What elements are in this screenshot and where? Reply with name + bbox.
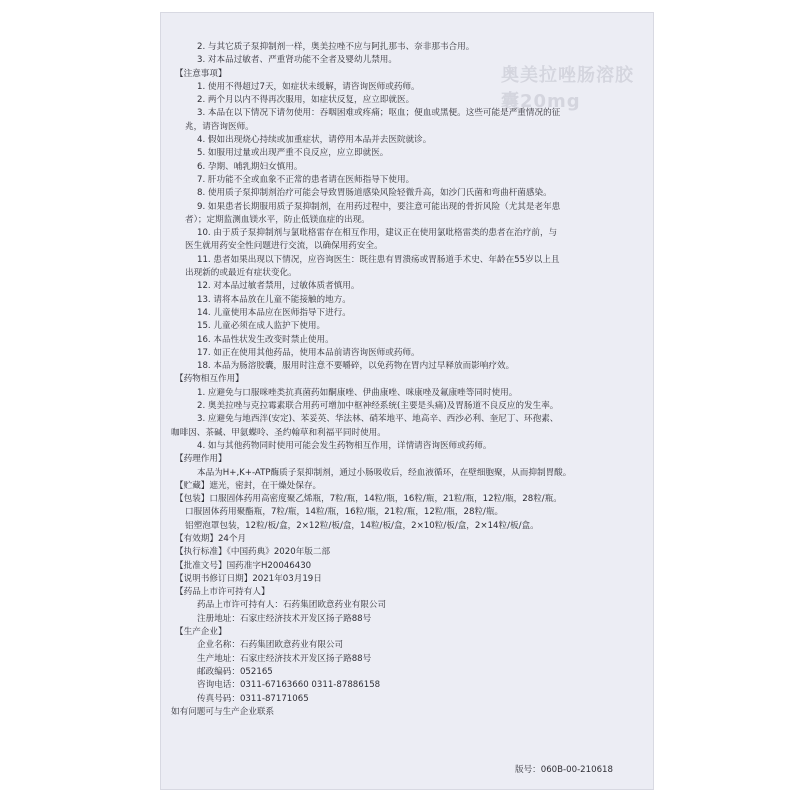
section-heading: 【批准文号】国药准字H20046430 — [175, 560, 312, 571]
text-line: 14. 儿童使用本品应在医师指导下进行。 — [197, 307, 351, 318]
text-line: 11. 患者如果出现以下情况，应咨询医生：既往患有胃溃疡或胃肠道手术史、年龄在55岁以上且 — [197, 254, 560, 265]
text-line: 口服固体药用聚酯瓶，7粒/瓶，14粒/瓶，16粒/瓶，21粒/瓶，12粒/瓶，28粒/瓶。 — [185, 507, 504, 518]
text-line: 咖啡因、茶碱、甲氨蝶呤、圣约翰草和利福平同时使用。 — [171, 427, 386, 438]
text-line: 如有问题可与生产企业联系 — [171, 706, 275, 717]
text-line: 2. 奥美拉唑与克拉霉素联合用药可增加中枢神经系统(主要是头痛)及胃肠道不良反应的发生率。 — [197, 401, 559, 412]
text-line: 咨询电话：0311-67163660 0311-87886158 — [197, 680, 381, 691]
text-line: 8. 使用质子泵抑制剂治疗可能会导致胃肠道感染风险轻微升高，如沙门氏菌和弯曲杆菌感染。 — [197, 188, 552, 199]
section-heading: 【执行标准】《中国药典》2020年版二部 — [175, 547, 331, 558]
text-line: 15. 儿童必须在成人监护下使用。 — [197, 321, 326, 332]
text-line: 3. 对本品过敏者、严重肾功能不全者及婴幼儿禁用。 — [197, 55, 397, 66]
text-line: 6. 孕期、哺乳期妇女慎用。 — [197, 161, 303, 172]
text-line: 生产地址：石家庄经济技术开发区扬子路88号 — [197, 653, 372, 664]
section-heading: 【有效期】24个月 — [175, 533, 247, 544]
text-line: 3. 应避免与地西泮(安定)、苯妥英、华法林、硝苯地平、地高辛、西沙必利、奎尼丁、环孢素、 — [197, 414, 559, 425]
text-line: 12. 对本品过敏者禁用，过敏体质者慎用。 — [197, 281, 360, 292]
text-line: 5. 如服用过量或出现严重不良反应，应立即就医。 — [197, 148, 389, 159]
text-line: 13. 请将本品放在儿童不能接触的地方。 — [197, 294, 351, 305]
text-line: 药品上市许可持有人：石药集团欧意药业有限公司 — [197, 600, 387, 611]
text-line: 2. 与其它质子泵抑制剂一样，奥美拉唑不应与阿扎那韦、奈非那韦合用。 — [197, 42, 475, 52]
text-line: 10. 由于质子泵抑制剂与氯吡格雷存在相互作用，建议正在使用氯吡格雷类的患者在治疗前，与 — [197, 228, 558, 239]
section-heading: 【说明书修订日期】2021年03月19日 — [175, 573, 322, 584]
bleed-through-title: 奥美拉唑肠溶胶囊20mg — [501, 65, 634, 112]
text-line: 企业名称：石药集团欧意药业有限公司 — [197, 640, 344, 651]
section-heading: 【生产企业】 — [175, 627, 227, 638]
section-heading: 【药理作用】 — [175, 454, 227, 465]
text-line: 7. 肝功能不全或血象不正常的患者请在医师指导下使用。 — [197, 174, 415, 185]
section-heading: 【药品上市许可持有人】 — [175, 587, 270, 598]
text-line: 邮政编码：052165 — [197, 666, 273, 677]
leaflet-text-body — [171, 41, 641, 719]
section-heading: 【贮藏】遮光，密封，在干燥处保存。 — [175, 480, 322, 491]
text-line: 本品为H+,K+-ATP酶质子泵抑制剂，通过小肠吸收后，经血液循环，在壁细胞聚，从而抑制胃酸。 — [197, 467, 572, 478]
text-line: 3. 本品在以下情况下请勿使用：吞咽困难或疼痛；呕血；便血或黑便。这些可能是严重情况的征 — [197, 108, 561, 119]
text-line: 注册地址：石家庄经济技术开发区扬子路88号 — [197, 613, 372, 624]
text-line: 传真号码：0311-87171065 — [197, 693, 309, 704]
section-heading: 【包装】口服固体药用高密度聚乙烯瓶，7粒/瓶，14粒/瓶，16粒/瓶，21粒/瓶，12粒/瓶，28粒/瓶。 — [175, 494, 562, 505]
text-line: 1. 使用不得超过7天，如症状未缓解，请咨询医师或药师。 — [197, 81, 420, 92]
text-line: 2. 两个月以内不得再次服用，如症状反复，应立即就医。 — [197, 95, 415, 106]
text-line: 16. 本品性状发生改变时禁止使用。 — [197, 334, 334, 345]
text-line: 者）；定期监测血镁水平，防止低镁血症的出现。 — [185, 214, 370, 225]
text-line: 出现新的或最近有症状变化。 — [185, 268, 297, 279]
text-line: 兆，请咨询医师。 — [185, 121, 254, 132]
version-number: 版号：060B-00-210618 — [514, 765, 613, 775]
text-line: 1. 应避免与口服咪唑类抗真菌药如酮康唑、伊曲康唑、咪康唑及氟康唑等同时使用。 — [197, 387, 518, 398]
text-line: 9. 如果患者长期服用质子泵抑制剂，在用药过程中，要注意可能出现的骨折风险（尤其是老年患 — [197, 201, 561, 212]
text-line: 4. 如与其他药物同时使用可能会发生药物相互作用，详情请咨询医师或药师。 — [197, 440, 492, 451]
section-heading: 【注意事项】 — [175, 68, 227, 79]
text-line: 医生就用药安全性问题进行交流，以确保用药安全。 — [185, 241, 383, 252]
leaflet-page — [160, 12, 654, 790]
text-line: 铝塑泡罩包装，12粒/板/盒，2×12粒/板/盒，14粒/板/盒，2×10粒/板/盒，2×14粒/板/盒。 — [185, 520, 539, 531]
section-heading: 【药物相互作用】 — [175, 374, 244, 385]
text-line: 4. 假如出现烧心持续或加重症状，请停用本品并去医院就诊。 — [197, 135, 432, 146]
text-line: 18. 本品为肠溶胶囊，服用时注意不要嚼碎，以免药物在胃内过早释放而影响疗效。 — [197, 361, 515, 372]
text-line: 17. 如正在使用其他药品，使用本品前请咨询医师或药师。 — [197, 347, 420, 358]
